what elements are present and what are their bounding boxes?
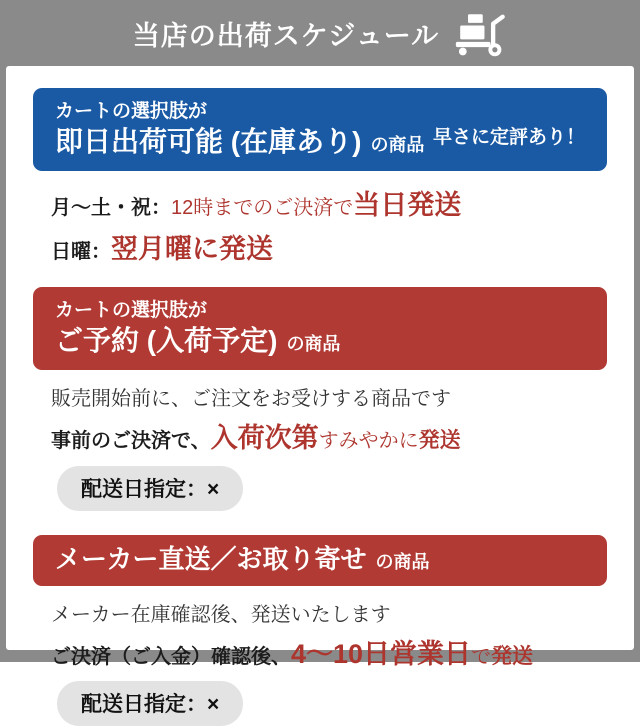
text-segment: 事前のご決済で、 [51, 430, 211, 453]
banner-suffix-text: の商品 [370, 134, 425, 155]
page-title: 当店の出荷スケジュール [132, 20, 440, 51]
delivery-date-badge: 配送日指定：× [57, 466, 243, 511]
shipping-rule-line [51, 231, 607, 267]
text-segment: 入荷次第 [210, 423, 319, 454]
text-segment: 当日発送 [353, 190, 462, 221]
text-segment: で [471, 645, 492, 668]
banner-line1 [55, 544, 585, 575]
text-segment: 販売開始前に、ご注文をお受けする商品です [51, 388, 451, 411]
shipping-rule-line [51, 386, 607, 413]
text-segment: 4〜10日営業日 [291, 638, 472, 669]
same-day-shipping-details [51, 187, 607, 267]
banner-big-text: メーカー直送／お取り寄せ [55, 543, 367, 574]
banner-big-text: 即日出荷可能 (在庫あり) [55, 125, 362, 157]
shipping-rule-line [51, 420, 607, 456]
banner-line2 [55, 125, 424, 159]
banner-side-note: 早さに定評あり！ [432, 127, 585, 149]
text-segment: 翌月曜に発送 [111, 233, 273, 264]
banner-line1: カートの選択肢が [55, 101, 208, 122]
text-segment: 日曜： [51, 240, 111, 263]
banner-suffix-text: の商品 [375, 551, 430, 572]
banner-maker-direct [33, 535, 607, 586]
banner-text [55, 99, 424, 158]
banner-pre-order [33, 287, 607, 370]
content-panel [6, 66, 634, 717]
text-segment: メーカー在庫確認後、発送いたします [51, 603, 391, 626]
banner-line1: カートの選択肢が [55, 300, 208, 322]
banner-line2 [55, 324, 585, 358]
delivery-date-badge: 配送日指定：× [57, 681, 243, 726]
text-segment: すみやかに [318, 430, 419, 453]
text-segment: 月〜土・祝： [51, 197, 171, 220]
text-segment: 発送 [418, 429, 461, 453]
banner-big-text: ご予約 (入荷予定) [55, 324, 278, 356]
header [0, 0, 640, 66]
shipping-rule-line [51, 187, 607, 223]
text-segment: 発送 [491, 644, 534, 668]
text-segment: ご決済（ご入金）確認後、 [51, 645, 291, 668]
shipping-rule-line [51, 602, 607, 629]
maker-direct-details [51, 602, 607, 726]
pre-order-details [51, 386, 607, 510]
banner-same-day-shipping [33, 88, 607, 171]
shipping-rule-line [51, 636, 607, 672]
text-segment: 12時までのご決済で [171, 197, 354, 220]
hand-truck-icon [455, 13, 507, 57]
banner-suffix-text: の商品 [286, 333, 341, 354]
